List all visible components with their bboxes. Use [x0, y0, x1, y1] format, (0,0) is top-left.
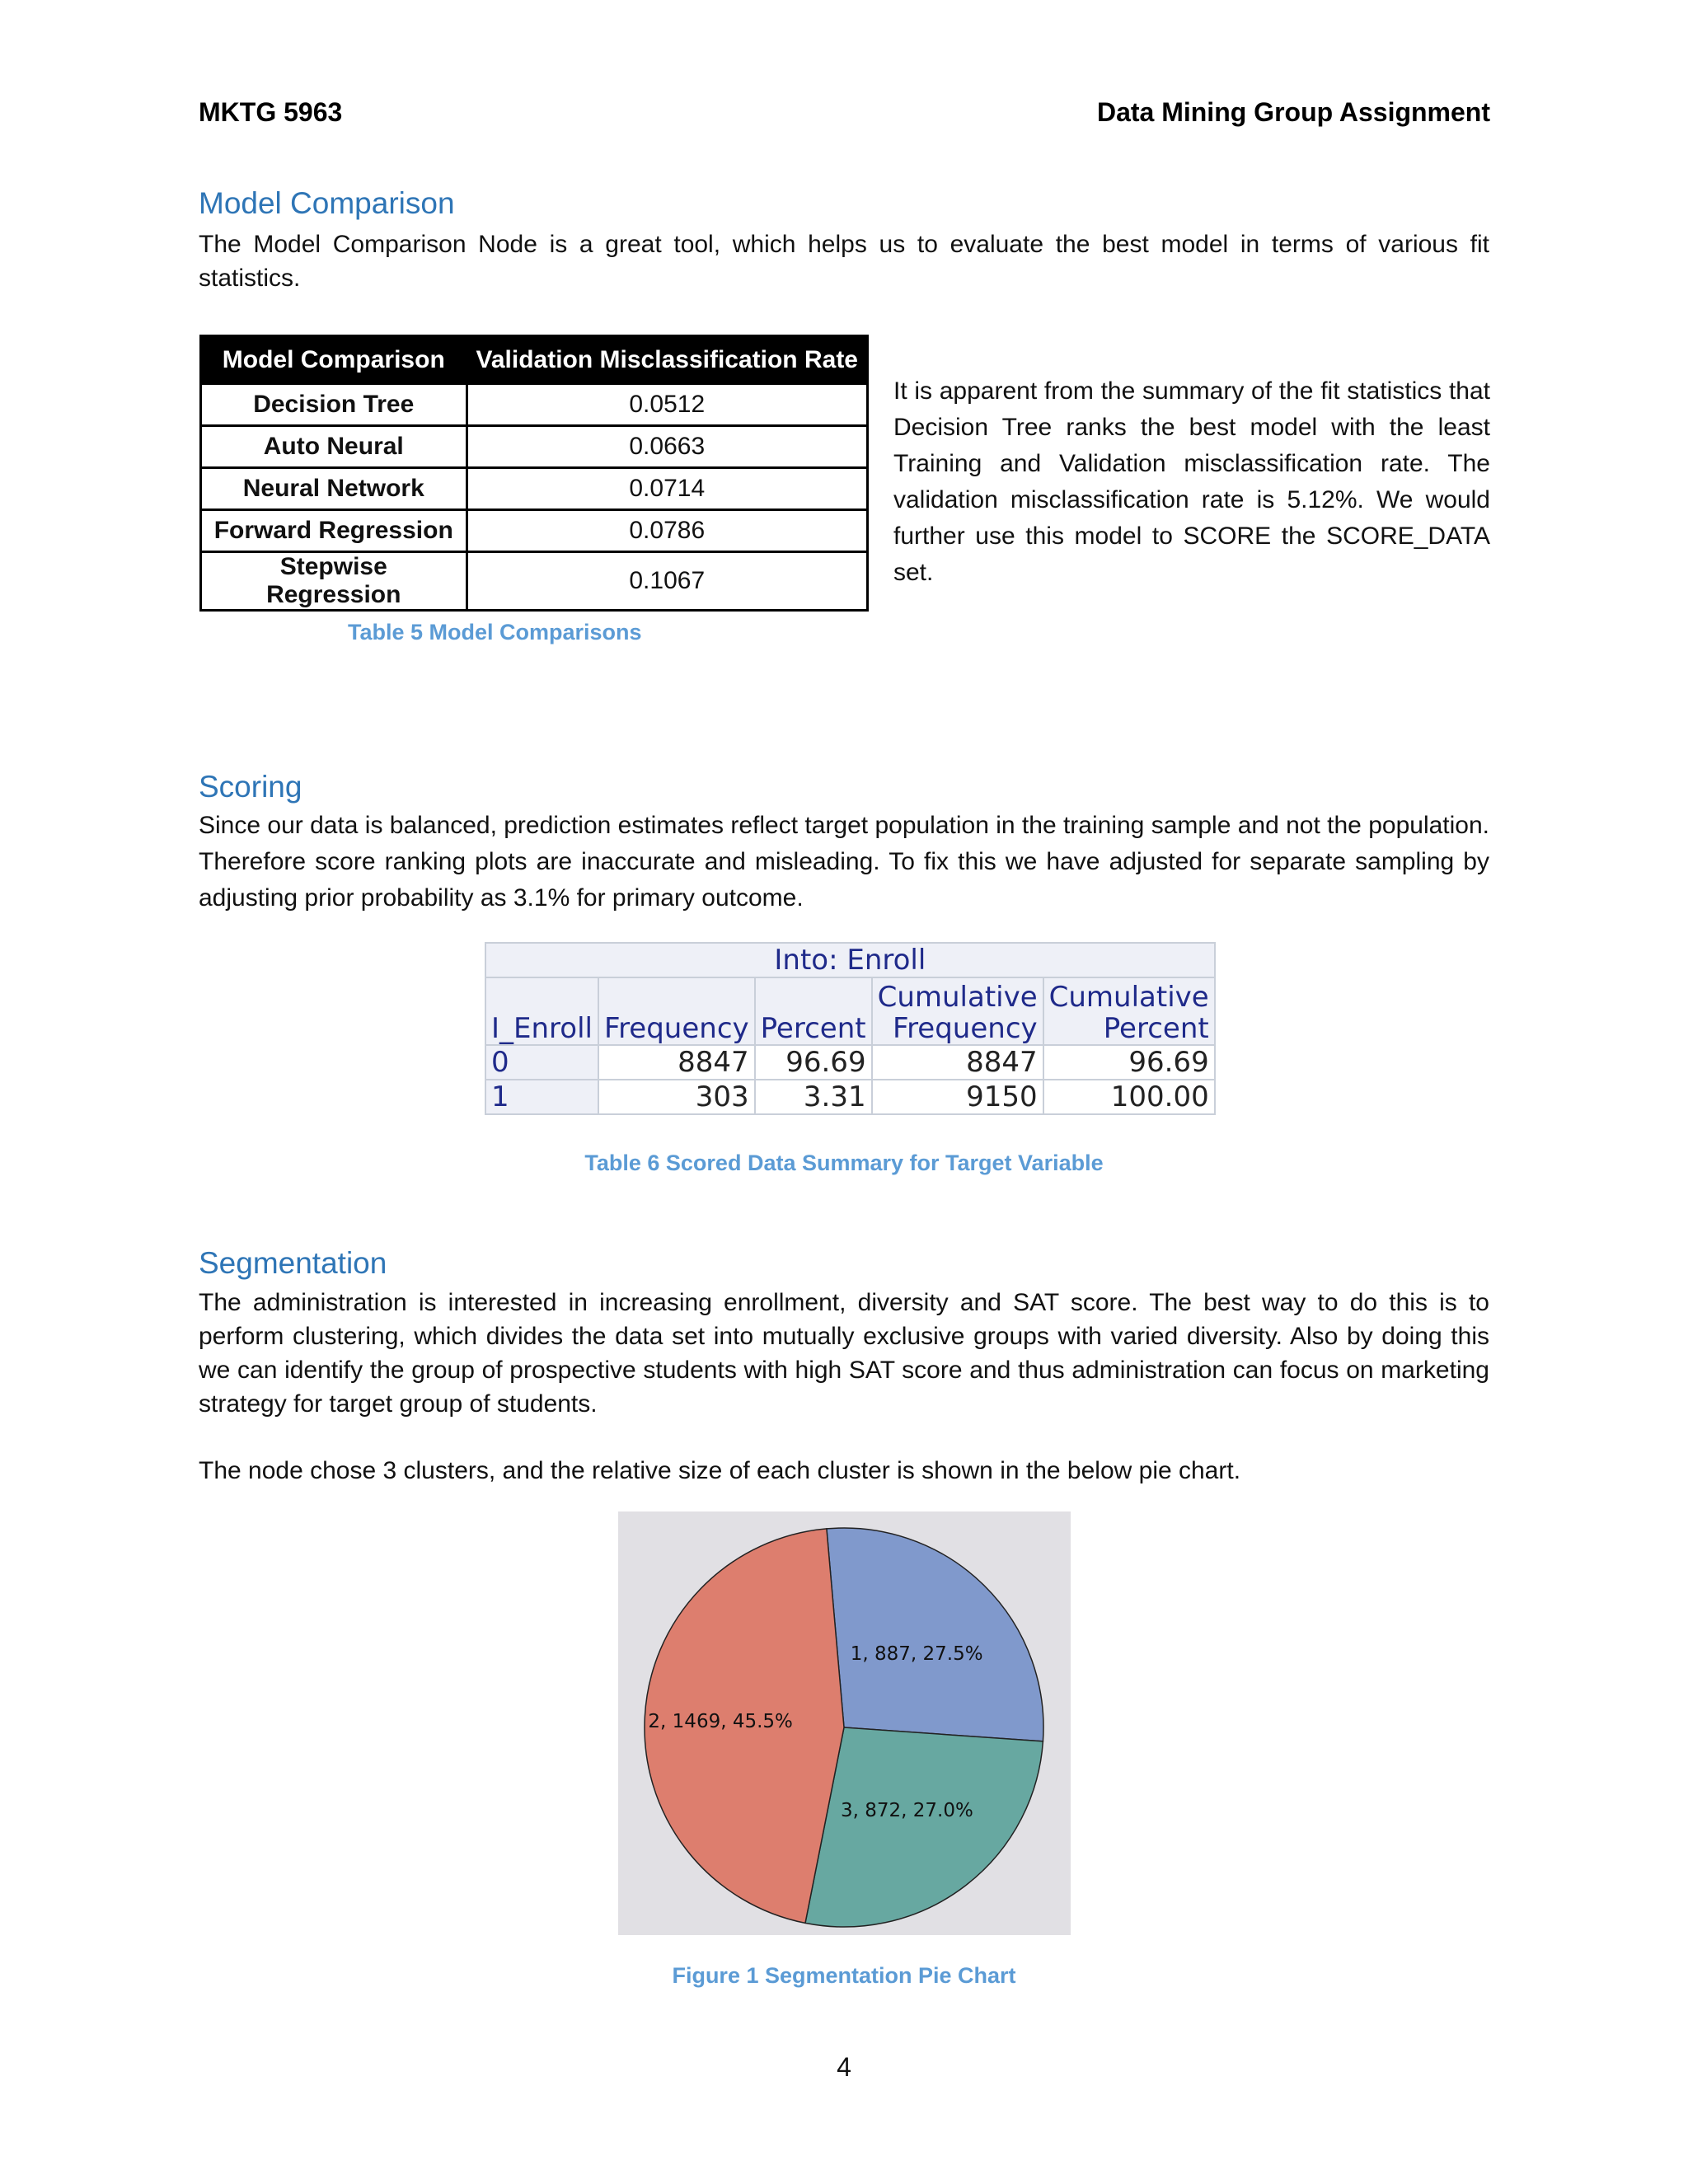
segmentation-heading: Segmentation — [199, 1246, 387, 1280]
cell-percent: 3.31 — [755, 1080, 872, 1114]
model-name: Decision Tree — [201, 384, 467, 426]
table-row — [201, 468, 868, 510]
figure1-caption: Figure 1 Segmentation Pie Chart — [672, 1963, 1016, 1988]
header-title: Data Mining Group Assignment — [1096, 97, 1490, 127]
model-comparison-table — [199, 335, 869, 612]
cell-cum-frequency: 9150 — [872, 1080, 1043, 1114]
row-label: 0 — [485, 1045, 598, 1080]
table-row — [201, 384, 868, 426]
table6-caption: Table 6 Scored Data Summary for Target Variable — [584, 1151, 1104, 1175]
segmentation-text-2: The node chose 3 clusters, and the relative size of each cluster is shown in the below pie chart. — [199, 1457, 1241, 1484]
cell-frequency: 303 — [598, 1080, 755, 1114]
model-name: Forward Regression — [201, 510, 467, 552]
pie-label-cluster-3: 3, 872, 27.0% — [841, 1799, 973, 1821]
col-header: Cumulative Percent — [1043, 977, 1215, 1045]
table-row — [201, 426, 868, 468]
model-rate: 0.1067 — [467, 552, 867, 611]
table-row — [485, 1045, 1215, 1080]
segmentation-text: The administration is interested in increasing enrollment, diversity and SAT score. The best way to do this is to perform clustering, which divides the data set into mutually exclusive groups with varied diversity. Also by doing this we can identify the group of prospective students with high SAT score and thus administration can focus on marketing strategy for target group of students. — [199, 1289, 1489, 1418]
row-label: 1 — [485, 1080, 598, 1114]
scored-table-title: Into: Enroll — [485, 943, 1215, 977]
cell-frequency: 8847 — [598, 1045, 755, 1080]
col-header: I_Enroll — [485, 977, 598, 1045]
model-name: Neural Network — [201, 468, 467, 510]
scored-summary-table-wrap — [485, 942, 1207, 1115]
model-rate: 0.0663 — [467, 426, 867, 468]
header-course-code: MKTG 5963 — [199, 97, 343, 127]
model-comparison-summary: It is apparent from the summary of the fit statistics that Decision Tree ranks the best model with the least Training and Validation misclassification rate. The validation misclassification rate is 5.12%. We would further use this model to SCORE the SCORE_DATA set. — [893, 377, 1490, 586]
col-header: Percent — [755, 977, 872, 1045]
pie-svg — [618, 1511, 1071, 1935]
segmentation-pie-chart — [618, 1511, 1071, 1935]
table-row — [485, 1080, 1215, 1114]
model-rate: 0.0714 — [467, 468, 867, 510]
cell-percent: 96.69 — [755, 1045, 872, 1080]
table-row — [201, 510, 868, 552]
pie-label-cluster-2: 2, 1469, 45.5% — [648, 1710, 793, 1732]
scored-summary-table — [485, 942, 1216, 1115]
table5-caption: Table 5 Model Comparisons — [348, 620, 642, 644]
pie-slice-cluster-1 — [827, 1528, 1043, 1741]
model-name: Stepwise Regression — [201, 552, 467, 611]
cell-cum-frequency: 8847 — [872, 1045, 1043, 1080]
scoring-text: Since our data is balanced, prediction estimates reflect target population in the training sample and not the population. Therefore score ranking plots are inaccurate and misleading. To fix this we have adjusted for separate sampling by adjusting prior probability as 3.1% for primary outcome. — [199, 812, 1489, 912]
col-header: Frequency — [598, 977, 755, 1045]
model-rate: 0.0786 — [467, 510, 867, 552]
table-row — [201, 552, 868, 611]
model-rate: 0.0512 — [467, 384, 867, 426]
model-comparison-heading: Model Comparison — [199, 186, 455, 220]
pie-slice-cluster-3 — [805, 1727, 1043, 1927]
scoring-heading: Scoring — [199, 770, 302, 804]
cell-cum-percent: 96.69 — [1043, 1045, 1215, 1080]
table-header-model: Model Comparison — [201, 336, 467, 384]
pie-label-cluster-1: 1, 887, 27.5% — [850, 1643, 983, 1666]
col-header: Cumulative Frequency — [872, 977, 1043, 1045]
cell-cum-percent: 100.00 — [1043, 1080, 1215, 1114]
page-number: 4 — [837, 2052, 851, 2082]
model-comparison-intro: The Model Comparison Node is a great tool, which helps us to evaluate the best model in terms of various fit statistics. — [199, 231, 1489, 292]
table-header-rate: Validation Misclassification Rate — [467, 336, 867, 384]
model-name: Auto Neural — [201, 426, 467, 468]
